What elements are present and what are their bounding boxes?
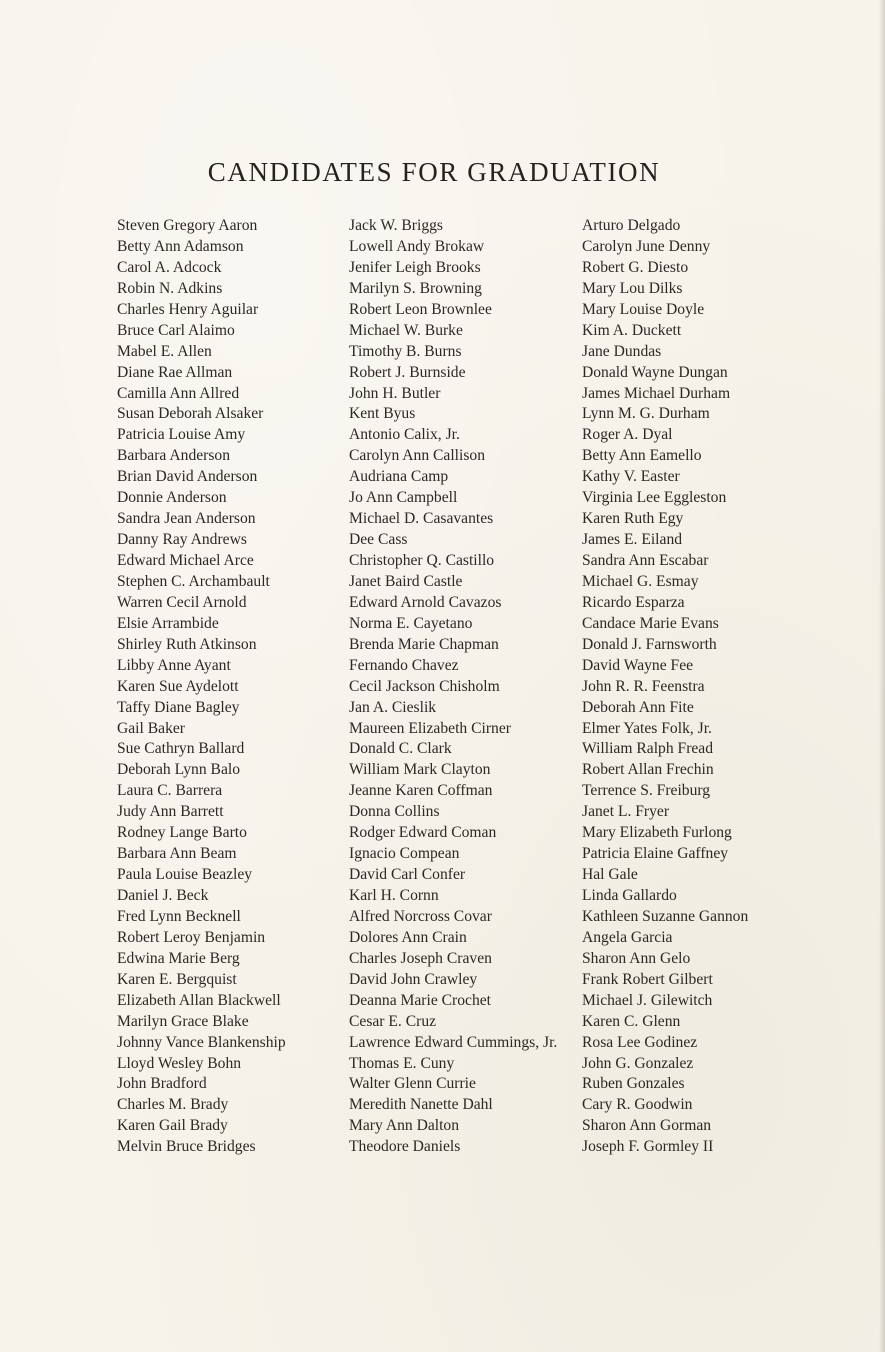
candidate-name: Charles Joseph Craven: [349, 949, 492, 967]
candidate-name: David John Crawley: [349, 970, 478, 988]
candidate-name: Linda Gallardo: [582, 887, 677, 904]
candidate-name: John R. R. Feenstra: [582, 677, 705, 695]
candidate-name: Robin N. Adkins: [117, 279, 223, 297]
name-column-2: [349, 216, 557, 1158]
candidate-name: David Carl Confer: [349, 866, 466, 884]
candidate-name: Carolyn Ann Callison: [349, 447, 486, 465]
candidate-name: Terrence S. Freiburg: [582, 782, 711, 800]
candidate-name: Elsie Arrambide: [117, 614, 219, 632]
candidate-name: Sandra Jean Anderson: [117, 510, 256, 528]
candidate-name: Kathy V. Easter: [582, 468, 680, 486]
candidate-name: Roger A. Dyal: [582, 426, 673, 444]
candidate-name: Robert J. Burnside: [349, 363, 466, 381]
candidate-name: Christopher Q. Castillo: [349, 552, 495, 569]
candidate-name: David Wayne Fee: [582, 656, 694, 674]
candidate-name: Brenda Marie Chapman: [349, 635, 499, 653]
candidate-name: Alfred Norcross Covar: [349, 907, 492, 925]
candidate-name: Mary Louise Doyle: [582, 300, 705, 318]
candidate-name: Gail Baker: [117, 719, 185, 737]
candidate-name: Elmer Yates Folk, Jr.: [582, 719, 712, 737]
candidate-name: Karen E. Bergquist: [117, 970, 237, 988]
candidate-name: Norma E. Cayetano: [349, 614, 473, 632]
candidate-name: Robert Leon Brownlee: [349, 300, 492, 318]
candidate-name: Ignacio Compean: [349, 845, 460, 863]
candidate-name: Sharon Ann Gorman: [582, 1117, 712, 1135]
candidate-name: Libby Anne Ayant: [117, 656, 231, 674]
candidate-name: Mary Elizabeth Furlong: [582, 824, 732, 842]
candidate-name: Steven Gregory Aaron: [117, 217, 258, 234]
candidate-name: Camilla Ann Allred: [117, 384, 240, 402]
candidate-name: Fernando Chavez: [349, 656, 459, 674]
candidate-name: Michael W. Burke: [349, 321, 463, 339]
candidate-name: Johnny Vance Blankenship: [117, 1033, 286, 1051]
candidate-name: Hal Gale: [582, 866, 638, 884]
candidate-name: Warren Cecil Arnold: [117, 593, 247, 611]
candidate-name: Diane Rae Allman: [117, 363, 233, 381]
candidate-name: Theodore Daniels: [349, 1138, 461, 1156]
candidate-name: Carolyn June Denny: [582, 237, 711, 255]
candidate-name: Sharon Ann Gelo: [582, 949, 691, 967]
candidate-name: Antonio Calix, Jr.: [349, 426, 460, 444]
candidate-name: John Bradford: [117, 1075, 207, 1093]
candidate-name: Donald C. Clark: [349, 740, 452, 758]
candidate-name: Patricia Louise Amy: [117, 426, 246, 444]
candidate-name: Arturo Delgado: [582, 217, 681, 234]
candidate-name: William Mark Clayton: [349, 761, 491, 779]
candidate-name: Mary Ann Dalton: [349, 1117, 460, 1135]
candidate-name: Rodney Lange Barto: [117, 824, 247, 842]
candidate-name: Laura C. Barrera: [117, 782, 223, 800]
candidate-name: Kathleen Suzanne Gannon: [582, 907, 749, 925]
candidate-name: Elizabeth Allan Blackwell: [117, 991, 281, 1009]
candidate-name: Walter Glenn Currie: [349, 1075, 476, 1093]
candidate-name: Shirley Ruth Atkinson: [117, 635, 257, 653]
candidate-name: Karen Ruth Egy: [582, 510, 684, 528]
candidate-name: Ruben Gonzales: [582, 1075, 685, 1093]
candidate-name: Charles M. Brady: [117, 1096, 229, 1114]
candidate-name: Jeanne Karen Coffman: [349, 782, 493, 800]
candidate-name: Jenifer Leigh Brooks: [349, 258, 481, 276]
candidate-name: Dolores Ann Crain: [349, 928, 467, 946]
candidate-name: Karen Gail Brady: [117, 1117, 228, 1135]
candidate-name: Rosa Lee Godinez: [582, 1033, 698, 1051]
candidate-name: Donnie Anderson: [117, 489, 227, 507]
candidate-name: Robert Leroy Benjamin: [117, 928, 266, 946]
candidate-name: Deborah Ann Fite: [582, 698, 694, 716]
candidate-name: Karen Sue Aydelott: [117, 677, 239, 695]
candidate-name: Lloyd Wesley Bohn: [117, 1054, 242, 1072]
candidate-name: Robert G. Diesto: [582, 258, 689, 276]
candidate-name: Kent Byus: [349, 405, 416, 423]
candidate-name: Patricia Elaine Gaffney: [582, 845, 729, 863]
candidate-name: Angela Garcia: [582, 928, 673, 946]
candidate-name: Marilyn Grace Blake: [117, 1012, 249, 1030]
candidate-name: Jan A. Cieslik: [349, 698, 437, 716]
candidate-name: Robert Allan Frechin: [582, 761, 714, 779]
candidate-name: Donald Wayne Dungan: [582, 363, 728, 381]
candidate-name: Jo Ann Campbell: [349, 489, 458, 507]
candidate-name: Edward Arnold Cavazos: [349, 593, 502, 611]
candidate-name: Barbara Anderson: [117, 447, 231, 465]
candidate-name: James Michael Durham: [582, 384, 731, 402]
candidate-name: Barbara Ann Beam: [117, 845, 237, 863]
name-column-1: [117, 216, 286, 1158]
candidate-name: Daniel J. Beck: [117, 887, 209, 904]
candidate-name: Kim A. Duckett: [582, 321, 682, 339]
candidate-name: James E. Eiland: [582, 531, 683, 549]
candidate-name: Marilyn S. Browning: [349, 279, 482, 297]
candidate-name: Sue Cathryn Ballard: [117, 740, 245, 758]
candidate-name: Deanna Marie Crochet: [349, 991, 492, 1009]
candidate-name: Meredith Nanette Dahl: [349, 1096, 493, 1114]
candidate-name: Edward Michael Arce: [117, 552, 254, 569]
candidate-name: Cecil Jackson Chisholm: [349, 677, 500, 695]
candidate-name: Cary R. Goodwin: [582, 1096, 693, 1114]
candidate-name: Michael J. Gilewitch: [582, 991, 713, 1009]
candidate-name: Edwina Marie Berg: [117, 949, 240, 967]
candidate-name: Jack W. Briggs: [349, 217, 443, 234]
candidate-name: Betty Ann Adamson: [117, 237, 244, 255]
candidate-name: Taffy Diane Bagley: [117, 698, 240, 716]
candidate-name: Fred Lynn Becknell: [117, 907, 241, 925]
page-title: CANDIDATES FOR GRADUATION: [207, 157, 661, 187]
candidate-name: Virginia Lee Eggleston: [582, 489, 727, 507]
candidate-name: John H. Butler: [349, 384, 441, 402]
candidate-name: Dee Cass: [349, 531, 408, 549]
candidate-name: Donna Collins: [349, 803, 440, 821]
candidate-name: Audriana Camp: [349, 468, 449, 486]
candidate-name: Charles Henry Aguilar: [117, 300, 259, 318]
candidate-name: Paula Louise Beazley: [117, 866, 253, 884]
candidate-name: Frank Robert Gilbert: [582, 970, 713, 988]
candidate-name: Karen C. Glenn: [582, 1012, 681, 1030]
candidate-name: Judy Ann Barrett: [117, 803, 224, 821]
candidate-name: Lynn M. G. Durham: [582, 405, 710, 423]
candidate-name: Mabel E. Allen: [117, 342, 212, 360]
candidate-name: Rodger Edward Coman: [349, 824, 497, 842]
candidate-name: Susan Deborah Alsaker: [117, 405, 264, 423]
candidate-name: Sandra Ann Escabar: [582, 552, 709, 569]
candidate-name: Brian David Anderson: [117, 468, 258, 486]
candidate-name: John G. Gonzalez: [582, 1054, 694, 1072]
candidate-name: Melvin Bruce Bridges: [117, 1138, 256, 1156]
candidate-name: Mary Lou Dilks: [582, 279, 683, 297]
candidate-name: Michael D. Casavantes: [349, 510, 494, 528]
candidate-name: Lowell Andy Brokaw: [349, 237, 485, 255]
candidate-name: Cesar E. Cruz: [349, 1012, 437, 1030]
candidate-name: Karl H. Cornn: [349, 887, 439, 904]
candidate-name: Donald J. Farnsworth: [582, 635, 717, 653]
candidate-name: Joseph F. Gormley II: [582, 1138, 714, 1156]
candidate-name: Timothy B. Burns: [349, 342, 462, 360]
candidate-name: Stephen C. Archambault: [117, 572, 270, 590]
candidate-name: Janet Baird Castle: [349, 572, 463, 590]
candidate-name: Carol A. Adcock: [117, 258, 222, 276]
candidate-name: Jane Dundas: [582, 342, 662, 360]
candidate-name: Deborah Lynn Balo: [117, 761, 240, 779]
candidate-name: Candace Marie Evans: [582, 614, 719, 632]
candidate-name: William Ralph Fread: [582, 740, 714, 758]
candidate-name: Lawrence Edward Cummings, Jr.: [349, 1033, 558, 1051]
candidate-name: Michael G. Esmay: [582, 572, 699, 590]
candidate-name: Bruce Carl Alaimo: [117, 321, 235, 339]
name-column-3: [582, 216, 748, 1158]
candidate-name: Thomas E. Cuny: [349, 1054, 455, 1072]
candidate-name: Maureen Elizabeth Cirner: [349, 719, 511, 737]
candidate-name: Danny Ray Andrews: [117, 531, 247, 549]
candidate-name: Janet L. Fryer: [582, 803, 670, 821]
candidate-name: Ricardo Esparza: [582, 593, 685, 611]
candidate-name: Betty Ann Eamello: [582, 447, 702, 465]
